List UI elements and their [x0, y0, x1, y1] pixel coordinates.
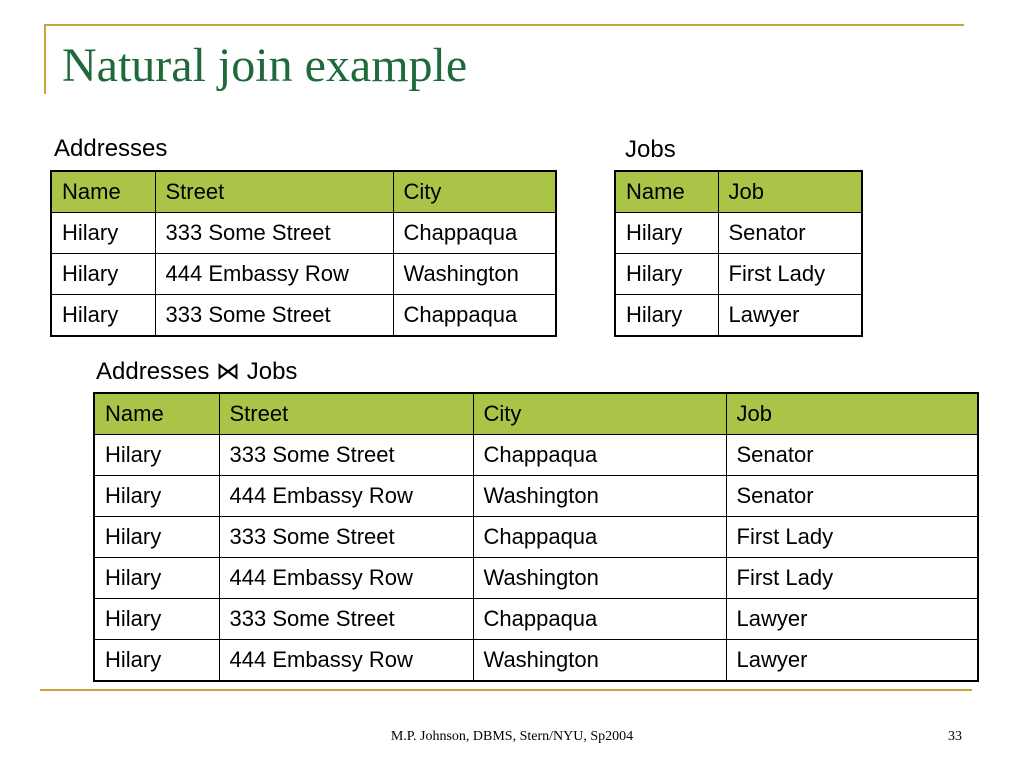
addresses-table: [50, 170, 557, 337]
table-cell: Chappaqua: [473, 517, 726, 558]
table-row: [94, 476, 978, 517]
table-row: [94, 435, 978, 476]
table-row: [94, 640, 978, 682]
table-cell: 333 Some Street: [219, 517, 473, 558]
table-cell: Washington: [473, 476, 726, 517]
table-cell: Hilary: [51, 295, 155, 337]
table-cell: 444 Embassy Row: [219, 640, 473, 682]
table-cell: Lawyer: [726, 599, 978, 640]
column-header-name: Name: [615, 171, 718, 213]
table-cell: Hilary: [94, 517, 219, 558]
footer-text: M.P. Johnson, DBMS, Stern/NYU, Sp2004: [390, 729, 634, 744]
table-cell: Hilary: [615, 213, 718, 254]
title-frame-top-rule: [44, 24, 964, 26]
table-cell: Washington: [473, 558, 726, 599]
addresses-caption: Addresses: [54, 135, 168, 162]
table-cell: 333 Some Street: [219, 599, 473, 640]
table-header-row: [94, 393, 978, 435]
column-header-job: Job: [726, 393, 978, 435]
table-cell: Hilary: [94, 558, 219, 599]
table-cell: Chappaqua: [393, 213, 556, 254]
column-header-street: Street: [219, 393, 473, 435]
table-row: [51, 295, 556, 337]
table-cell: First Lady: [726, 517, 978, 558]
join-caption: Addresses ⋈ Jobs: [96, 358, 298, 385]
table-cell: Chappaqua: [393, 295, 556, 337]
table-row: [51, 254, 556, 295]
column-header-street: Street: [155, 171, 393, 213]
table-cell: 444 Embassy Row: [155, 254, 393, 295]
table-cell: Senator: [726, 435, 978, 476]
column-header-name: Name: [94, 393, 219, 435]
table-cell: Hilary: [51, 213, 155, 254]
table-cell: 333 Some Street: [219, 435, 473, 476]
table-cell: Hilary: [615, 295, 718, 337]
table-cell: Lawyer: [726, 640, 978, 682]
table-cell: Senator: [726, 476, 978, 517]
table-cell: Senator: [718, 213, 862, 254]
table-cell: 333 Some Street: [155, 213, 393, 254]
table-cell: Chappaqua: [473, 599, 726, 640]
table-cell: Hilary: [94, 599, 219, 640]
table-cell: 444 Embassy Row: [219, 558, 473, 599]
table-cell: First Lady: [726, 558, 978, 599]
table-cell: Hilary: [94, 476, 219, 517]
table-row: [615, 213, 862, 254]
title-frame-left-rule: [44, 24, 46, 94]
table-cell: 333 Some Street: [155, 295, 393, 337]
table-cell: Hilary: [94, 435, 219, 476]
jobs-caption: Jobs: [625, 136, 676, 163]
table-row: [94, 517, 978, 558]
slide-title: Natural join example: [62, 39, 468, 92]
table-cell: Hilary: [94, 640, 219, 682]
table-row: [51, 213, 556, 254]
table-row: [94, 599, 978, 640]
column-header-city: City: [473, 393, 726, 435]
page-number: 33: [948, 729, 962, 744]
table-cell: 444 Embassy Row: [219, 476, 473, 517]
table-cell: Washington: [473, 640, 726, 682]
table-cell: Hilary: [615, 254, 718, 295]
jobs-table: [614, 170, 863, 337]
footer-rule: [40, 689, 972, 691]
table-header-row: [51, 171, 556, 213]
column-header-city: City: [393, 171, 556, 213]
column-header-job: Job: [718, 171, 862, 213]
table-cell: Lawyer: [718, 295, 862, 337]
column-header-name: Name: [51, 171, 155, 213]
table-cell: Washington: [393, 254, 556, 295]
table-cell: Hilary: [51, 254, 155, 295]
table-row: [615, 295, 862, 337]
table-cell: First Lady: [718, 254, 862, 295]
table-row: [615, 254, 862, 295]
table-row: [94, 558, 978, 599]
table-header-row: [615, 171, 862, 213]
table-cell: Chappaqua: [473, 435, 726, 476]
join-result-table: [93, 392, 979, 682]
